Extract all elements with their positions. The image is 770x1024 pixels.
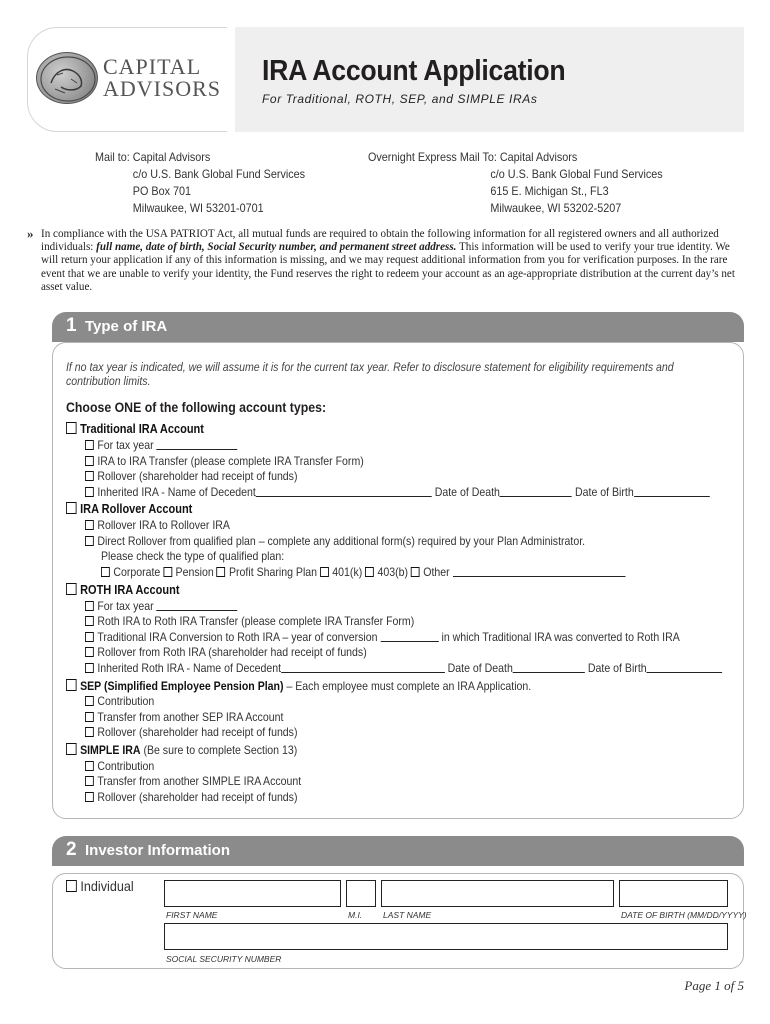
roth-inherited-option[interactable] — [85, 661, 722, 675]
overnight-address — [368, 149, 663, 217]
notice-marker: » — [27, 226, 34, 241]
section-title: Type of IRA — [85, 318, 168, 335]
roth-conversion-option[interactable] — [85, 630, 680, 644]
roth-ira-option[interactable] — [66, 583, 179, 597]
checkbox[interactable] — [101, 567, 110, 577]
option-label: IRA to IRA Transfer (please complete IRA Transfer Form) — [97, 454, 364, 468]
decedent-name-field[interactable] — [256, 487, 432, 497]
simple-contribution-option[interactable] — [85, 759, 154, 773]
checkbox[interactable] — [85, 727, 94, 737]
mail-line: c/o U.S. Bank Global Fund Services — [132, 167, 306, 181]
checkbox[interactable] — [411, 567, 420, 577]
option-label: Direct Rollover from qualified plan – complete any additional form(s) required by your Plan Administrator. — [97, 534, 586, 548]
choose-heading: Choose ONE of the following account types: — [66, 399, 327, 415]
checkbox[interactable] — [85, 761, 94, 771]
section-1-intro: If no tax year is indicated, we will assume it is for the current tax year. Refer to disclosure statement for eligibility requirements and — [66, 360, 674, 374]
page-title: IRA Account Application — [262, 55, 566, 87]
date-of-death-field[interactable] — [513, 663, 585, 673]
checkbox[interactable] — [66, 502, 77, 514]
option-label: Inherited IRA - Name of Decedent — [97, 485, 256, 499]
option-label: ROTH IRA Account — [80, 583, 180, 597]
checkbox[interactable] — [66, 583, 77, 595]
traditional-ira-option[interactable] — [66, 422, 204, 436]
simple-transfer-option[interactable] — [85, 774, 301, 788]
plan-profit-sharing: Profit Sharing Plan — [228, 565, 318, 579]
date-of-birth-field[interactable] — [619, 880, 728, 907]
last-name-field[interactable] — [381, 880, 614, 907]
checkbox[interactable] — [66, 743, 77, 755]
brand-line-2: ADVISORS — [103, 76, 222, 101]
patriot-act-notice — [27, 228, 743, 294]
sep-ira-option[interactable] — [66, 679, 531, 693]
option-label: Transfer from another SIMPLE IRA Account — [97, 774, 302, 788]
tax-year-field[interactable] — [157, 601, 238, 611]
checkbox[interactable] — [217, 567, 226, 577]
first-name-field[interactable] — [164, 880, 341, 907]
option-label: Rollover (shareholder had receipt of funds) — [97, 725, 298, 739]
roth-rollover-option[interactable] — [85, 645, 367, 659]
checkbox[interactable] — [66, 880, 77, 892]
checkbox[interactable] — [85, 712, 94, 722]
brand-name — [103, 56, 221, 100]
overnight-line: c/o U.S. Bank Global Fund Services — [490, 167, 663, 181]
first-name-label: FIRST NAME — [166, 910, 218, 920]
plan-type-note: Please check the type of qualified plan: — [101, 549, 285, 563]
checkbox[interactable] — [85, 601, 94, 611]
option-label: Inherited Roth IRA - Name of Decedent — [97, 661, 282, 675]
traditional-tax-year-option[interactable] — [85, 438, 238, 452]
mail-line: PO Box 701 — [132, 184, 192, 198]
page-number: Page 1 of 5 — [684, 978, 744, 993]
sep-contribution-option[interactable] — [85, 694, 154, 708]
mail-address — [95, 149, 305, 217]
traditional-transfer-option[interactable] — [85, 454, 364, 468]
checkbox[interactable] — [85, 663, 94, 673]
sep-rollover-option[interactable] — [85, 725, 297, 739]
option-label: Transfer from another SEP IRA Account — [97, 710, 284, 724]
ssn-label: SOCIAL SECURITY NUMBER — [166, 954, 282, 964]
checkbox[interactable] — [365, 567, 374, 577]
date-of-birth-field[interactable] — [634, 487, 710, 497]
option-label: For tax year — [97, 599, 154, 613]
overnight-line: Overnight Express Mail To: Capital Advisors — [368, 150, 578, 164]
plan-403b: 403(b) — [377, 565, 409, 579]
option-label: For tax year — [97, 438, 154, 452]
option-label: SEP (Simplified Employee Pension Plan) — [80, 679, 284, 693]
option-label: Rollover (shareholder had receipt of funds) — [97, 790, 298, 804]
checkbox[interactable] — [85, 440, 94, 450]
checkbox[interactable] — [85, 647, 94, 657]
checkbox[interactable] — [163, 567, 172, 577]
option-label: Roth IRA to Roth IRA Transfer (please complete IRA Transfer Form) — [97, 614, 415, 628]
option-label: Traditional IRA Account — [80, 422, 204, 436]
notice-part-1: In compliance with the USA PATRIOT Act, all mutual funds are required to obtain the following information for all registered owners and all authorized individuals: — [41, 228, 719, 254]
option-note: – Each employee must complete an IRA Application. — [283, 679, 532, 693]
checkbox[interactable] — [85, 487, 94, 497]
checkbox[interactable] — [85, 536, 94, 546]
date-of-birth-label: Date of Birth — [587, 661, 647, 675]
plan-corporate: Corporate — [113, 565, 161, 579]
brand-line-1: CAPITAL — [103, 54, 202, 79]
option-note: (Be sure to complete Section 13) — [140, 743, 298, 757]
date-of-birth-field[interactable] — [647, 663, 723, 673]
option-label-tail: in which Traditional IRA was converted to Roth IRA — [441, 630, 680, 644]
coin-logo-icon — [36, 52, 98, 104]
date-of-death-label: Date of Death — [447, 661, 513, 675]
section-2-header — [52, 836, 744, 866]
option-label: Rollover (shareholder had receipt of funds) — [97, 469, 298, 483]
ira-rollover-option[interactable] — [66, 502, 192, 516]
middle-initial-field[interactable] — [346, 880, 376, 907]
option-label: Rollover from Roth IRA (shareholder had receipt of funds) — [97, 645, 367, 659]
plan-other: Other — [423, 565, 450, 579]
checkbox[interactable] — [66, 422, 77, 434]
simple-rollover-option[interactable] — [85, 790, 297, 804]
mail-line: Mail to: Capital Advisors — [95, 150, 211, 164]
checkbox[interactable] — [85, 471, 94, 481]
date-of-death-label: Date of Death — [434, 485, 500, 499]
tax-year-field[interactable] — [157, 440, 238, 450]
traditional-inherited-option[interactable] — [85, 485, 709, 499]
plan-pension: Pension — [175, 565, 214, 579]
checkbox[interactable] — [85, 616, 94, 626]
section-number: 2 — [66, 839, 77, 860]
roth-transfer-option[interactable] — [85, 614, 414, 628]
date-of-birth-label: Date of Birth — [575, 485, 634, 499]
notice-part-2: This information will be used to verify your true identity. We will return your application if any of this information is missing, and we may request additional information from you for verification purposes. In the rare event that we are unable to verify your identity, the Fund reserves the right to redeem your account as an age-appropriate distribution at the current day’s net asset value. — [41, 241, 735, 293]
overnight-line: Milwaukee, WI 53202-5207 — [490, 201, 622, 215]
rollover-ira-option[interactable] — [85, 518, 230, 532]
checkbox[interactable] — [85, 520, 94, 530]
checkbox[interactable] — [66, 679, 77, 691]
checkbox[interactable] — [85, 456, 94, 466]
mail-line: Milwaukee, WI 53201-0701 — [132, 201, 264, 215]
option-label: Traditional IRA Conversion to Roth IRA – year of conversion — [97, 630, 378, 644]
date-of-death-field[interactable] — [500, 487, 572, 497]
section-number: 1 — [66, 315, 77, 336]
notice-emphasis: full name, date of birth, Social Security number, and permanent street address. — [96, 241, 457, 254]
ssn-field[interactable] — [164, 923, 728, 950]
option-label: Contribution — [97, 759, 155, 773]
traditional-rollover-option[interactable] — [85, 469, 297, 483]
option-label: IRA Rollover Account — [80, 502, 193, 516]
overnight-line: 615 E. Michigan St., FL3 — [490, 184, 609, 198]
checkbox[interactable] — [85, 792, 94, 802]
individual-option[interactable] — [66, 878, 134, 894]
section-title: Investor Information — [85, 842, 231, 859]
last-name-label: LAST NAME — [383, 910, 432, 920]
plan-401k: 401(k) — [332, 565, 363, 579]
date-of-birth-label: DATE OF BIRTH (MM/DD/YYYY) — [621, 910, 747, 920]
option-label: Rollover IRA to Rollover IRA — [97, 518, 230, 532]
option-label: Individual — [80, 878, 134, 894]
section-1-header — [52, 312, 744, 342]
checkbox[interactable] — [320, 567, 329, 577]
roth-tax-year-option[interactable] — [85, 599, 238, 613]
middle-initial-label: M.I. — [348, 910, 363, 920]
section-1-intro-2: contribution limits. — [66, 374, 151, 388]
simple-ira-option[interactable] — [66, 743, 297, 757]
option-label: SIMPLE IRA — [80, 743, 141, 757]
other-plan-field[interactable] — [453, 567, 625, 577]
page-subtitle: For Traditional, ROTH, SEP, and SIMPLE IRAs — [262, 92, 538, 106]
direct-rollover-option[interactable] — [85, 534, 585, 548]
decedent-name-field[interactable] — [281, 663, 445, 673]
conversion-year-field[interactable] — [380, 632, 438, 642]
notice-text — [27, 228, 743, 294]
option-label: Contribution — [97, 694, 155, 708]
checkbox[interactable] — [85, 632, 94, 642]
checkbox[interactable] — [85, 696, 94, 706]
checkbox[interactable] — [85, 776, 94, 786]
sep-transfer-option[interactable] — [85, 710, 283, 724]
plan-type-options — [101, 565, 625, 579]
